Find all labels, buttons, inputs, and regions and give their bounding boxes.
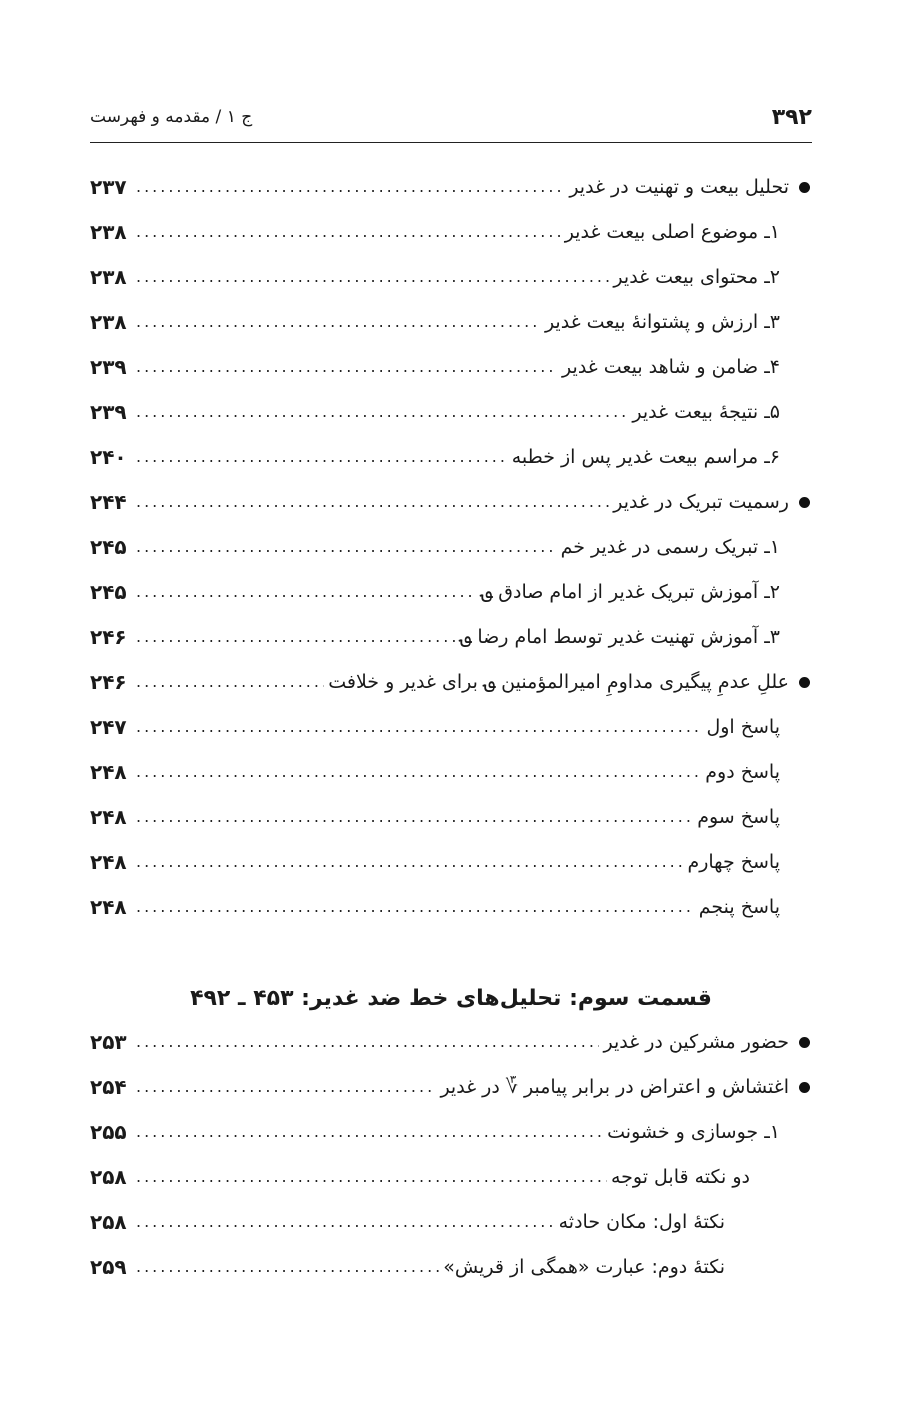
- header-divider: [90, 142, 812, 143]
- toc-entry-title: پاسخ دوم: [705, 761, 780, 783]
- toc-entry-page: ۲۳۸: [90, 310, 127, 334]
- toc-entry-page: ۲۵۸: [90, 1210, 127, 1234]
- section-heading: قسمت سوم: تحلیل‌های خط ضد غدیر: ۴۵۳ ـ ۴۹۲: [190, 986, 712, 1011]
- toc-entry: [90, 165, 810, 209]
- bullet-icon: [799, 677, 810, 688]
- toc-entry-page: ۲۵۸: [90, 1165, 127, 1189]
- toc-entry-page: ۲۴۸: [90, 760, 127, 784]
- toc-entry-title: ۱ـ جوسازی و خشونت: [607, 1121, 780, 1143]
- page-header: [90, 96, 812, 138]
- toc-entry: [90, 210, 780, 254]
- dot-leader: [136, 1075, 436, 1099]
- toc-entry-page: ۲۳۹: [90, 400, 127, 424]
- toc-entry-page: ۲۴۸: [90, 850, 127, 874]
- dot-leader: [136, 175, 565, 199]
- toc-entry-page: ۲۴۶: [90, 670, 127, 694]
- dot-leader: [136, 670, 324, 694]
- toc-entry: [90, 660, 810, 704]
- bullet-icon: [799, 1037, 810, 1048]
- toc-entry: [90, 795, 780, 839]
- toc-entry-title: پاسخ چهارم: [687, 851, 780, 873]
- toc-entry-title: پاسخ اول: [706, 716, 780, 738]
- bullet-icon: [799, 497, 810, 508]
- toc-entry: [90, 1200, 725, 1244]
- toc-entry-title: ۲ـ محتوای بیعت غدیر: [613, 266, 780, 288]
- toc-entry-page: ۲۴۰: [90, 445, 127, 469]
- toc-entry-page: ۲۴۸: [90, 895, 127, 919]
- toc-entry: [90, 345, 780, 389]
- dot-leader: [136, 355, 558, 379]
- toc-entry-page: ۲۳۷: [90, 175, 127, 199]
- toc-entry-title: ۳ـ ارزش و پشتوانهٔ بیعت غدیر: [544, 311, 780, 333]
- toc-entry-title: ۵ـ نتیجهٔ بیعت غدیر: [632, 401, 780, 423]
- dot-leader: [136, 715, 702, 739]
- dot-leader: [136, 850, 683, 874]
- toc-entry-page: ۲۵۵: [90, 1120, 127, 1144]
- page-number: ۳۹۲: [771, 104, 812, 130]
- toc-entry-page: ۲۵۳: [90, 1030, 127, 1054]
- toc-entry: [90, 840, 780, 884]
- toc-entry: [90, 390, 780, 434]
- dot-leader: [136, 310, 541, 334]
- dot-leader: [136, 1120, 603, 1144]
- toc-entry: [90, 885, 780, 929]
- bullet-icon: [799, 182, 810, 193]
- toc-entry: [90, 255, 780, 299]
- dot-leader: [136, 1030, 599, 1054]
- toc-entry: [90, 1020, 810, 1064]
- toc-entry-page: ۲۴۸: [90, 805, 127, 829]
- toc-entry-page: ۲۴۵: [90, 535, 127, 559]
- toc-entry-title: نکتهٔ اول: مکان حادثه: [558, 1211, 725, 1233]
- toc-entry: [90, 1155, 750, 1199]
- toc-entry-title: رسمیت تبریک در غدیر: [613, 491, 789, 513]
- toc-entry-title: ۴ـ ضامن و شاهد بیعت غدیر: [562, 356, 780, 378]
- toc-entry-page: ۲۵۹: [90, 1255, 127, 1279]
- toc-entry: [90, 525, 780, 569]
- toc-entry-page: ۲۳۸: [90, 265, 127, 289]
- toc-entry: [90, 570, 780, 614]
- toc-entry-title: اغتشاش و اعتراض در برابر پیامبر ؆ در غدیر: [440, 1076, 789, 1098]
- toc-entry: [90, 480, 810, 524]
- toc-entry: [90, 300, 780, 344]
- toc-entry-title: پاسخ سوم: [697, 806, 780, 828]
- toc-entry-title: پاسخ پنجم: [698, 896, 780, 918]
- toc-entry: [90, 750, 780, 794]
- running-title: ج ۱ / مقدمه و فهرست: [90, 107, 253, 127]
- toc-entry: [90, 1245, 725, 1289]
- toc-entry-title: تحلیل بیعت و تهنیت در غدیر: [569, 176, 789, 198]
- dot-leader: [136, 895, 695, 919]
- toc-entry-page: ۲۴۶: [90, 625, 127, 649]
- dot-leader: [136, 760, 701, 784]
- dot-leader: [136, 1255, 439, 1279]
- dot-leader: [136, 265, 609, 289]
- toc-entry-page: ۲۴۵: [90, 580, 127, 604]
- toc-entry: [90, 435, 780, 479]
- toc-entry: [90, 705, 780, 749]
- toc-entry: [90, 1065, 810, 1109]
- toc-entry-title: حضور مشرکین در غدیر: [603, 1031, 789, 1053]
- toc-entry: [90, 1110, 780, 1154]
- bullet-icon: [799, 1082, 810, 1093]
- dot-leader: [136, 805, 693, 829]
- toc-entry-title: نکتهٔ دوم: عبارت «همگی از قریش»: [443, 1256, 725, 1278]
- dot-leader: [136, 625, 456, 649]
- toc-entry: [90, 615, 780, 659]
- toc-entry-title: دو نکته قابل توجه: [610, 1166, 750, 1188]
- dot-leader: [136, 400, 628, 424]
- toc-entry-page: ۲۴۴: [90, 490, 127, 514]
- toc-entry-title: ۶ـ مراسم بیعت غدیر پس از خطبه: [511, 446, 780, 468]
- dot-leader: [136, 580, 477, 604]
- toc-entry-title: عللِ عدمِ پیگیری مداومِ امیرالمؤمنین ؈ برای غدیر و خلافت: [328, 671, 789, 693]
- toc-entry-title: ۲ـ آموزش تبریک غدیر از امام صادق ؈: [481, 581, 780, 603]
- toc-entry-title: ۱ـ موضوع اصلی بیعت غدیر: [564, 221, 780, 243]
- dot-leader: [136, 445, 508, 469]
- dot-leader: [136, 1210, 555, 1234]
- toc-entry-page: ۲۴۷: [90, 715, 127, 739]
- dot-leader: [136, 220, 561, 244]
- dot-leader: [136, 1165, 607, 1189]
- toc-entry-page: ۲۳۹: [90, 355, 127, 379]
- toc-entry-page: ۲۵۴: [90, 1075, 127, 1099]
- toc-entry-title: ۱ـ تبریک رسمی در غدیر خم: [560, 536, 780, 558]
- dot-leader: [136, 535, 557, 559]
- dot-leader: [136, 490, 609, 514]
- toc-entry-title: ۳ـ آموزش تهنیت غدیر توسط امام رضا ؈: [460, 626, 780, 648]
- toc-entry-page: ۲۳۸: [90, 220, 127, 244]
